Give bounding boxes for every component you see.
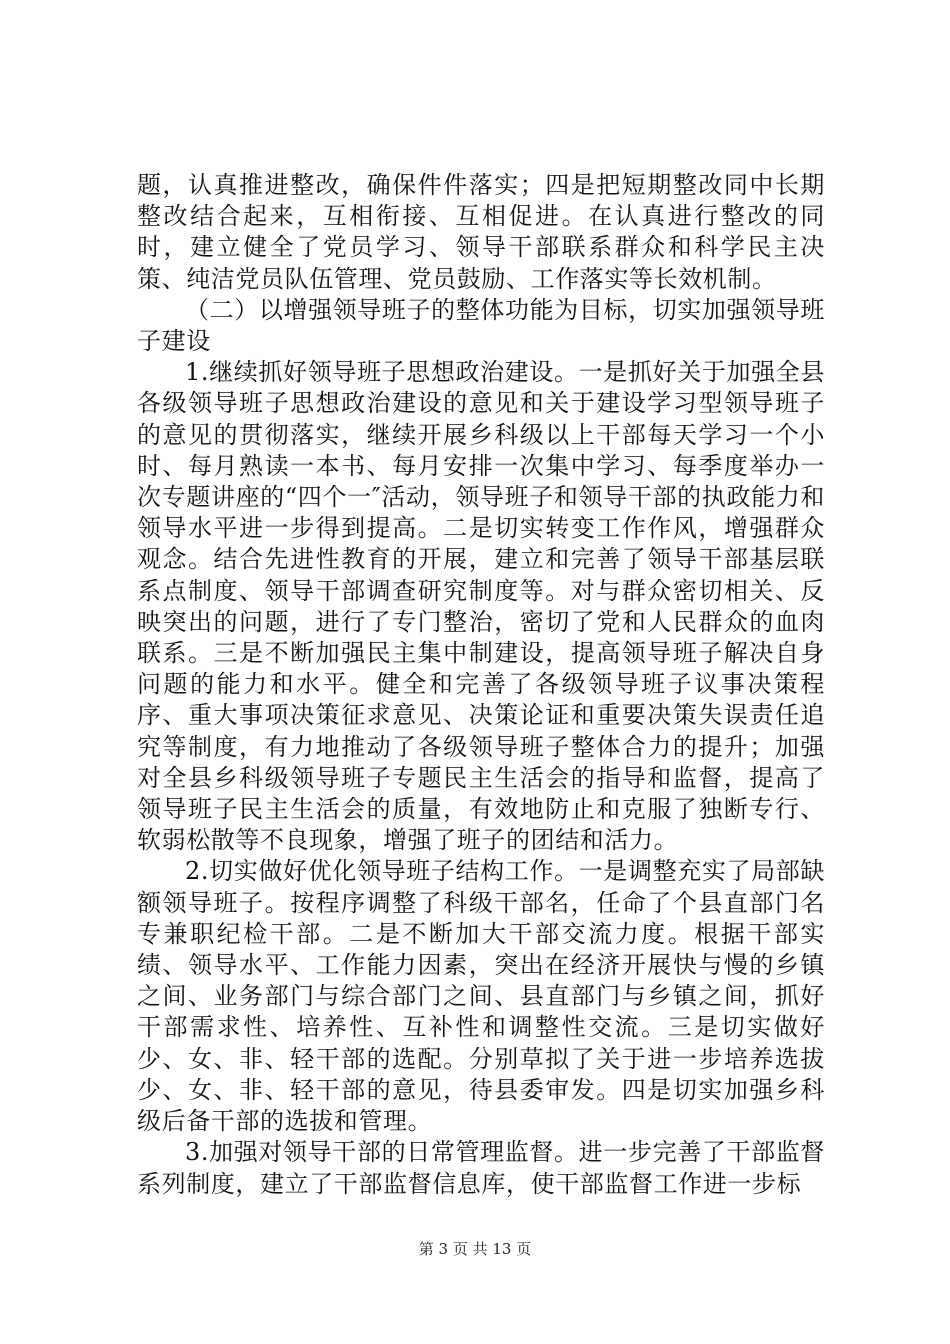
paragraph-item-3: 3.加强对领导干部的日常管理监督。进一步完善了干部监督系列制度，建立了干部监督信息库，使干部监督工作进一步标: [137, 1138, 825, 1198]
paragraph-continuation: 题，认真推进整改，确保件件落实；四是把短期整改同中长期整改结合起来，互相衔接、互相促进。在认真进行整改的同时，建立健全了党员学习、领导干部联系群众和科学民主决策、纯洁党员队伍管理、党员鼓励、工作落实等长效机制。: [137, 171, 825, 293]
page-number-footer: 第 3 页 共 13 页: [418, 1240, 532, 1258]
paragraph-item-2: 2.切实做好优化领导班子结构工作。一是调整充实了局部缺额领导班子。按程序调整了科级干部名，任命了个县直部门名专兼职纪检干部。二是不断加大干部交流力度。根据干部实绩、领导水平、工作能力因素，突出在经济开展快与慢的乡镇之间、业务部门与综合部门之间、县直部门与乡镇之间，抓好干部需求性、培养性、互补性和调整性交流。三是切实做好少、女、非、轻干部的选配。分别草拟了关于进一步培养选拔少、女、非、轻干部的意见，待县委审发。四是切实加强乡科级后备干部的选拔和管理。: [137, 857, 825, 1136]
document-body: [137, 170, 825, 1200]
section-heading: （二）以增强领导班子的整体功能为目标，切实加强领导班子建设: [137, 295, 825, 356]
paragraph-item-1: 1.继续抓好领导班子思想政治建设。一是抓好关于加强全县各级领导班子思想政治建设的意见和关于建设学习型领导班子的意见的贯彻落实，继续开展乡科级以上干部每天学习一个小时、每月熟读一本书、每月安排一次集中学习、每季度举办一次专题讲座的“四个一″活动，领导班子和领导干部的执政能力和领导水平进一步得到提高。二是切实转变工作作风，增强群众观念。结合先进性教育的开展，建立和完善了领导干部基层联系点制度、领导干部调查研究制度等。对与群众密切相关、反映突出的问题，进行了专门整治，密切了党和人民群众的血肉联系。三是不断加强民主集中制建设，提高领导班子解决自身问题的能力和水平。健全和完善了各级领导班子议事决策程序、重大事项决策征求意见、决策论证和重要决策失误责任追究等制度，有力地推动了各级领导班子整体合力的提升；加强对全县乡科级领导班子专题民主生活会的指导和监督，提高了领导班子民主生活会的质量，有效地防止和克服了独断专行、软弱松散等不良现象，增强了班子的团结和活力。: [137, 358, 825, 855]
